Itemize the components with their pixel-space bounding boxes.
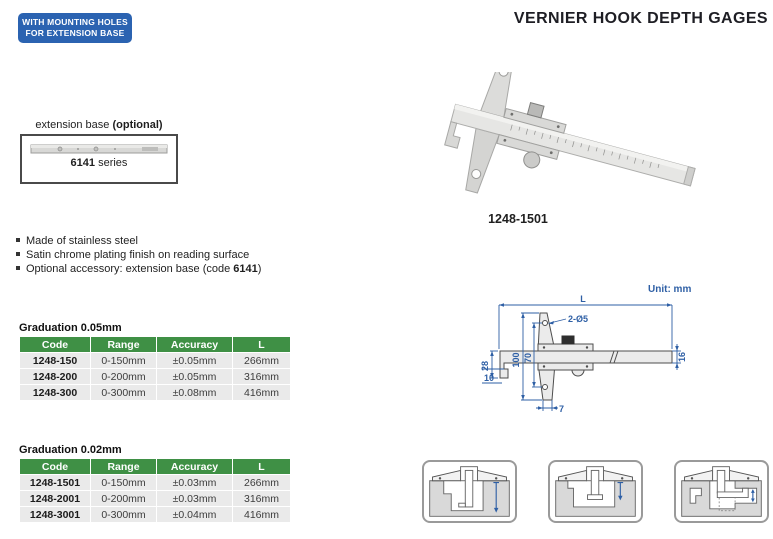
spec-table-0.02mm — [19, 458, 291, 523]
cell-l: 416mm — [233, 385, 290, 400]
page-title: VERNIER HOOK DEPTH GAGES — [513, 10, 768, 27]
feature-text: Made of stainless steel — [26, 235, 138, 247]
col-header-range: Range — [91, 459, 156, 474]
dim-10: 10 — [484, 373, 495, 383]
cell-accuracy: ±0.03mm — [157, 491, 232, 506]
col-header-range: Range — [91, 337, 156, 352]
dim-7: 7 — [559, 404, 565, 414]
technical-drawing — [440, 270, 750, 435]
unit-label: Unit: mm — [648, 284, 692, 295]
feature-list — [16, 234, 261, 276]
cell-accuracy: ±0.03mm — [157, 475, 232, 490]
cell-accuracy: ±0.05mm — [157, 353, 232, 368]
col-header-code: Code — [20, 459, 90, 474]
table-row — [20, 507, 290, 522]
col-header-code: Code — [20, 337, 90, 352]
extension-base-label-optional: (optional) — [112, 119, 163, 131]
spec-table-0.05mm — [19, 336, 291, 401]
cell-l: 266mm — [233, 353, 290, 368]
cell-accuracy: ±0.04mm — [157, 507, 232, 522]
extension-base-label — [20, 119, 178, 131]
dim-100: 100 — [511, 352, 521, 368]
application-diagram-3-drawing — [676, 462, 767, 521]
application-diagram-1-drawing — [424, 462, 515, 521]
col-header-accuracy: Accuracy — [157, 459, 232, 474]
dim-28: 28 — [480, 360, 490, 372]
bullet-square-icon — [16, 266, 20, 270]
table-title-0.05mm: Graduation 0.05mm — [19, 322, 122, 334]
cell-l: 266mm — [233, 475, 290, 490]
feature-text: Optional accessory: extension base (code — [26, 263, 234, 275]
dim-70: 70 — [523, 352, 533, 364]
cell-range: 0-200mm — [91, 369, 156, 384]
feature-badge — [18, 13, 132, 43]
col-header-l: L — [233, 459, 290, 474]
cell-code: 1248-2001 — [20, 491, 90, 506]
dim-holes: 2-Ø5 — [568, 314, 589, 324]
extension-base-photo — [30, 143, 168, 155]
col-header-accuracy: Accuracy — [157, 337, 232, 352]
feature-item — [16, 262, 261, 276]
cell-l: 316mm — [233, 491, 290, 506]
table-title-0.02mm: Graduation 0.02mm — [19, 444, 122, 456]
table-row — [20, 353, 290, 368]
bullet-square-icon — [16, 252, 20, 256]
cell-accuracy: ±0.05mm — [157, 369, 232, 384]
cell-code: 1248-150 — [20, 353, 90, 368]
dim-16: 16 — [677, 351, 687, 363]
feature-item — [16, 248, 261, 262]
product-photo — [408, 72, 708, 212]
extension-base-series-suffix: series — [95, 157, 128, 169]
feature-text-bold: 6141 — [233, 263, 258, 275]
table-row — [20, 491, 290, 506]
cell-range: 0-300mm — [91, 385, 156, 400]
cell-range: 0-150mm — [91, 475, 156, 490]
feature-text-suffix: ) — [257, 263, 262, 275]
extension-base-label-text: extension base — [35, 119, 113, 131]
cell-l: 316mm — [233, 369, 290, 384]
cell-l: 416mm — [233, 507, 290, 522]
application-diagram-3 — [674, 460, 769, 523]
application-diagram-2-drawing — [550, 462, 641, 521]
badge-line-1: WITH MOUNTING HOLES — [22, 17, 128, 27]
cell-code: 1248-1501 — [20, 475, 90, 490]
table-header-row — [20, 459, 290, 474]
dim-L: L — [580, 294, 586, 304]
table-row — [20, 475, 290, 490]
feature-text: Satin chrome plating finish on reading surface — [26, 249, 250, 261]
extension-base-series — [22, 157, 176, 169]
bullet-square-icon — [16, 238, 20, 242]
cell-range: 0-300mm — [91, 507, 156, 522]
feature-item — [16, 234, 261, 248]
cell-accuracy: ±0.08mm — [157, 385, 232, 400]
application-diagram-2 — [548, 460, 643, 523]
cell-code: 1248-200 — [20, 369, 90, 384]
application-diagram-1 — [422, 460, 517, 523]
badge-line-2: FOR EXTENSION BASE — [25, 28, 125, 38]
cell-code: 1248-300 — [20, 385, 90, 400]
table-header-row — [20, 337, 290, 352]
extension-base-box — [20, 134, 178, 184]
cell-code: 1248-3001 — [20, 507, 90, 522]
col-header-l: L — [233, 337, 290, 352]
table-row — [20, 369, 290, 384]
product-code: 1248-1501 — [488, 212, 548, 226]
cell-range: 0-200mm — [91, 491, 156, 506]
table-row — [20, 385, 290, 400]
extension-base-series-code: 6141 — [70, 157, 96, 169]
cell-range: 0-150mm — [91, 353, 156, 368]
